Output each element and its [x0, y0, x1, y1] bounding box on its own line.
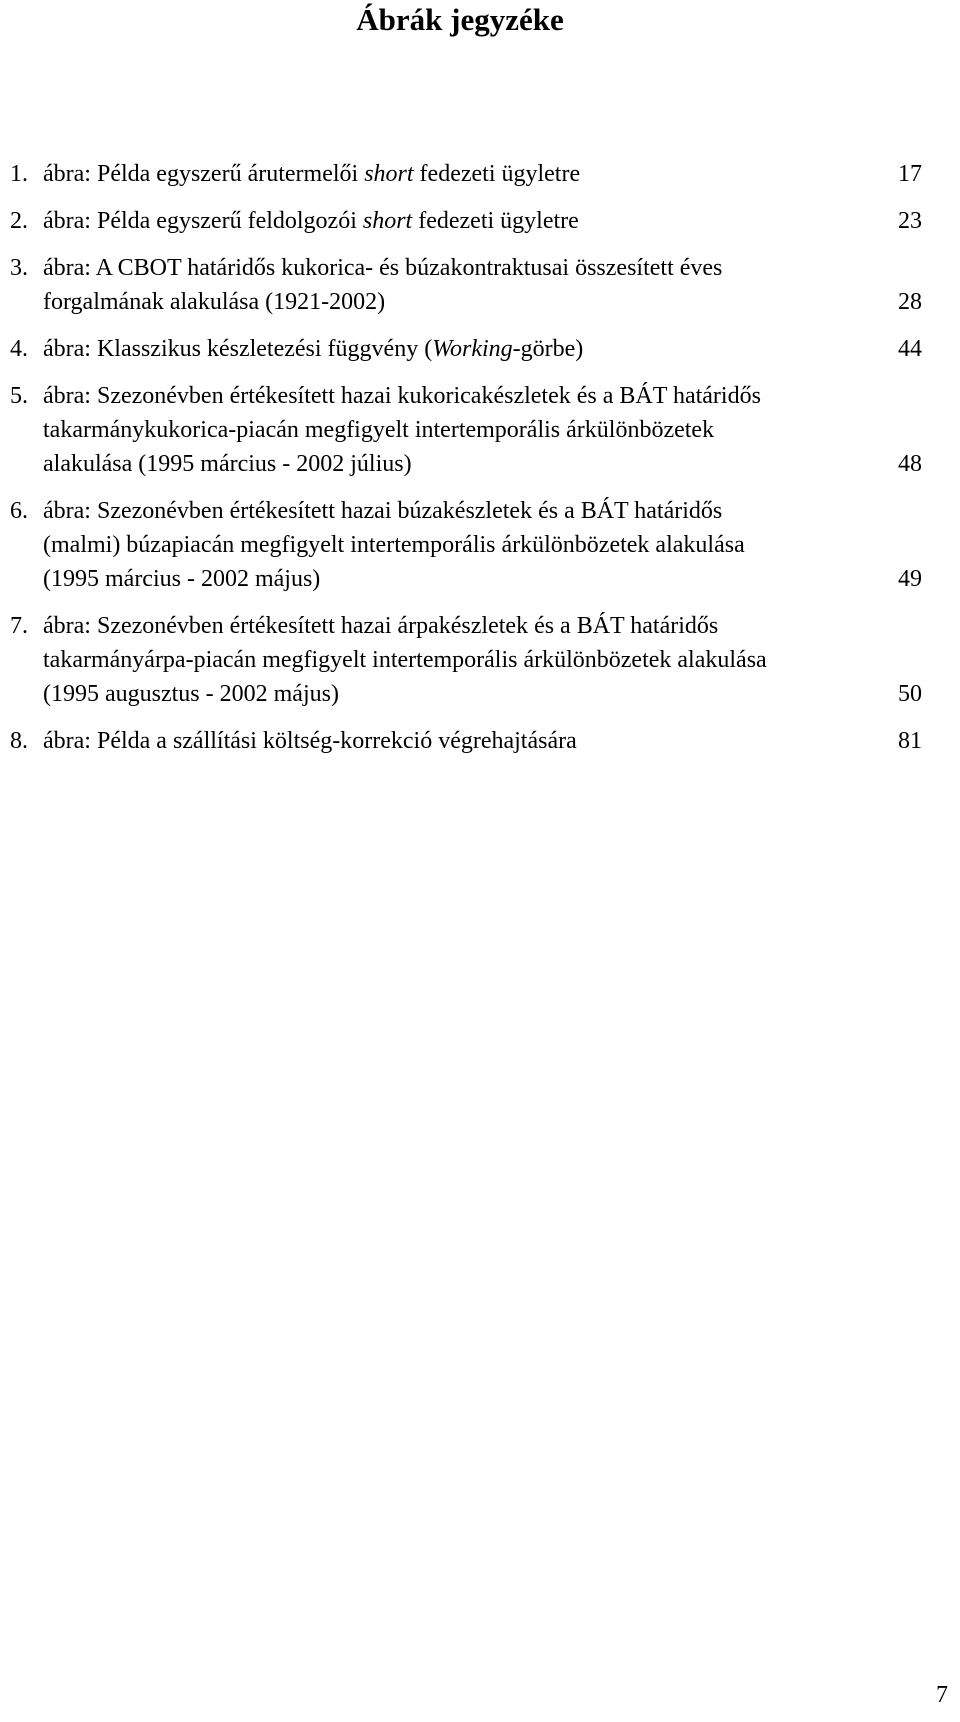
caption-text: ábra: Példa a szállítási költség-korrekció végrehajtására — [43, 728, 577, 754]
caption-italic-term: short — [362, 208, 413, 234]
figure-entry — [10, 251, 922, 319]
figure-number: 7. — [10, 613, 28, 639]
figure-caption — [43, 251, 803, 319]
caption-text: ábra: Szezonévben értékesített hazai búzakészletek és a BÁT határidős (malmi) búzapiacán megfigyelt intertemporális árkülönbözetek alakulása (1995 március - 2002 május) — [43, 498, 745, 592]
caption-text: fedezeti ügyletre — [413, 161, 581, 187]
figure-number: 6. — [10, 498, 28, 524]
figure-number: 8. — [10, 728, 28, 754]
figure-page-number: 28 — [898, 289, 922, 315]
list-of-figures — [10, 157, 922, 771]
figure-caption — [43, 494, 803, 596]
figure-entry — [10, 494, 922, 596]
caption-italic-term: short — [364, 161, 414, 187]
figure-caption — [43, 609, 803, 711]
figure-caption — [43, 379, 803, 481]
figure-page-number: 50 — [898, 681, 922, 707]
caption-text: -görbe) — [512, 336, 584, 362]
page-number: 7 — [936, 1682, 948, 1708]
figure-entry — [10, 157, 922, 191]
figure-number: 5. — [10, 383, 28, 409]
figure-entry — [10, 332, 922, 366]
figure-entry — [10, 379, 922, 481]
page-title: Ábrák jegyzéke — [356, 2, 564, 37]
caption-text: ábra: Szezonévben értékesített hazai kukoricakészletek és a BÁT határidős takarmánykukorica-piacán megfigyelt intertemporális árkülönbözetek alakulása (1995 március - 2002 július) — [43, 383, 761, 477]
figure-page-number: 49 — [898, 566, 922, 592]
figure-number: 4. — [10, 336, 28, 362]
figure-entry — [10, 609, 922, 711]
figure-page-number: 44 — [898, 336, 922, 362]
figure-page-number: 17 — [898, 161, 922, 187]
caption-text: ábra: Szezonévben értékesített hazai árpakészletek és a BÁT határidős takarmányárpa-piacán megfigyelt intertemporális árkülönbözetek alakulása (1995 augusztus - 2002 május) — [43, 613, 767, 707]
figure-caption — [43, 724, 803, 758]
figure-number: 3. — [10, 255, 28, 281]
figure-caption — [43, 204, 803, 238]
figure-entry — [10, 724, 922, 758]
caption-text: ábra: Példa egyszerű feldolgozói — [43, 208, 363, 234]
figure-page-number: 23 — [898, 208, 922, 234]
figure-entry — [10, 204, 922, 238]
figure-page-number: 81 — [898, 728, 922, 754]
caption-text: fedezeti ügyletre — [412, 208, 579, 234]
figure-caption — [43, 157, 803, 191]
figure-page-number: 48 — [898, 451, 922, 477]
caption-italic-term: Working — [432, 336, 513, 362]
figure-number: 1. — [10, 161, 28, 187]
caption-text: ábra: A CBOT határidős kukorica- és búzakontraktusai összesített éves forgalmának alakulása (1921-2002) — [43, 255, 723, 315]
figure-caption — [43, 332, 803, 366]
figure-number: 2. — [10, 208, 28, 234]
caption-text: ábra: Példa egyszerű árutermelői — [43, 161, 365, 187]
caption-text: ábra: Klasszikus készletezési függvény ( — [43, 336, 433, 362]
